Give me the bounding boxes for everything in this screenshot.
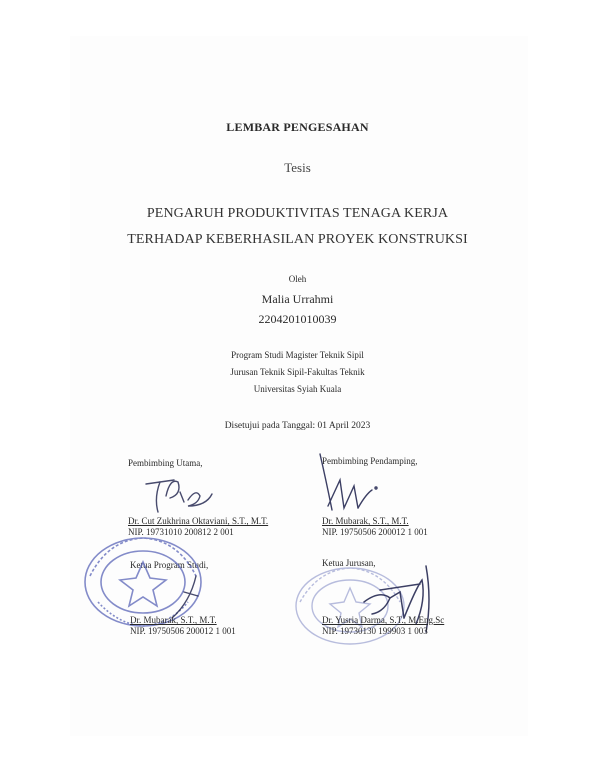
program-head-role: Ketua Program Studi, bbox=[130, 560, 209, 570]
program-head-name: Dr. Mubarak, S.T., M.T. bbox=[130, 615, 217, 625]
co-supervisor-role: Pembimbing Pendamping, bbox=[322, 456, 418, 466]
thesis-title-line-1: PENGARUH PRODUKTIVITAS TENAGA KERJA bbox=[146, 206, 449, 221]
by-label: Oleh bbox=[288, 274, 307, 284]
department-head-role: Ketua Jurusan, bbox=[322, 558, 376, 568]
university-name: Universitas Syiah Kuala bbox=[253, 384, 342, 394]
approval-date: Disetujui pada Tanggal: 01 April 2023 bbox=[224, 421, 371, 431]
program-head-block bbox=[130, 615, 236, 638]
main-supervisor-name: Dr. Cut Zukhrina Oktaviani, S.T., M.T. bbox=[128, 516, 269, 526]
author-name: Malia Urrahmi bbox=[261, 292, 334, 306]
document-type: Tesis bbox=[284, 160, 311, 175]
department-head-name: Dr. Yusria Darma, S.T., M.Eng.Sc bbox=[322, 615, 445, 625]
document-title: LEMBAR PENGESAHAN bbox=[226, 120, 369, 134]
department-head-block bbox=[322, 615, 444, 638]
co-supervisor-name: Dr. Mubarak, S.T., M.T. bbox=[322, 516, 409, 526]
co-supervisor-nip: NIP. 19750506 200012 1 001 bbox=[322, 527, 428, 538]
main-supervisor-role: Pembimbing Utama, bbox=[128, 458, 203, 468]
main-supervisor-signature bbox=[140, 472, 220, 516]
co-supervisor-block bbox=[322, 516, 428, 539]
department-head-nip: NIP. 19730130 199903 1 003 bbox=[322, 626, 428, 637]
program-head-nip: NIP. 19750506 200012 1 001 bbox=[130, 626, 236, 637]
program-name: Program Studi Magister Teknik Sipil bbox=[231, 350, 364, 360]
student-id: 2204201010039 bbox=[258, 312, 337, 326]
thesis-title-line-2: TERHADAP KEBERHASILAN PROYEK KONSTRUKSI bbox=[127, 232, 468, 247]
main-supervisor-nip: NIP. 19731010 200812 2 001 bbox=[128, 527, 234, 538]
main-supervisor-block bbox=[128, 516, 268, 539]
co-supervisor-signature bbox=[318, 450, 388, 520]
department-name: Jurusan Teknik Sipil-Fakultas Teknik bbox=[230, 367, 365, 377]
